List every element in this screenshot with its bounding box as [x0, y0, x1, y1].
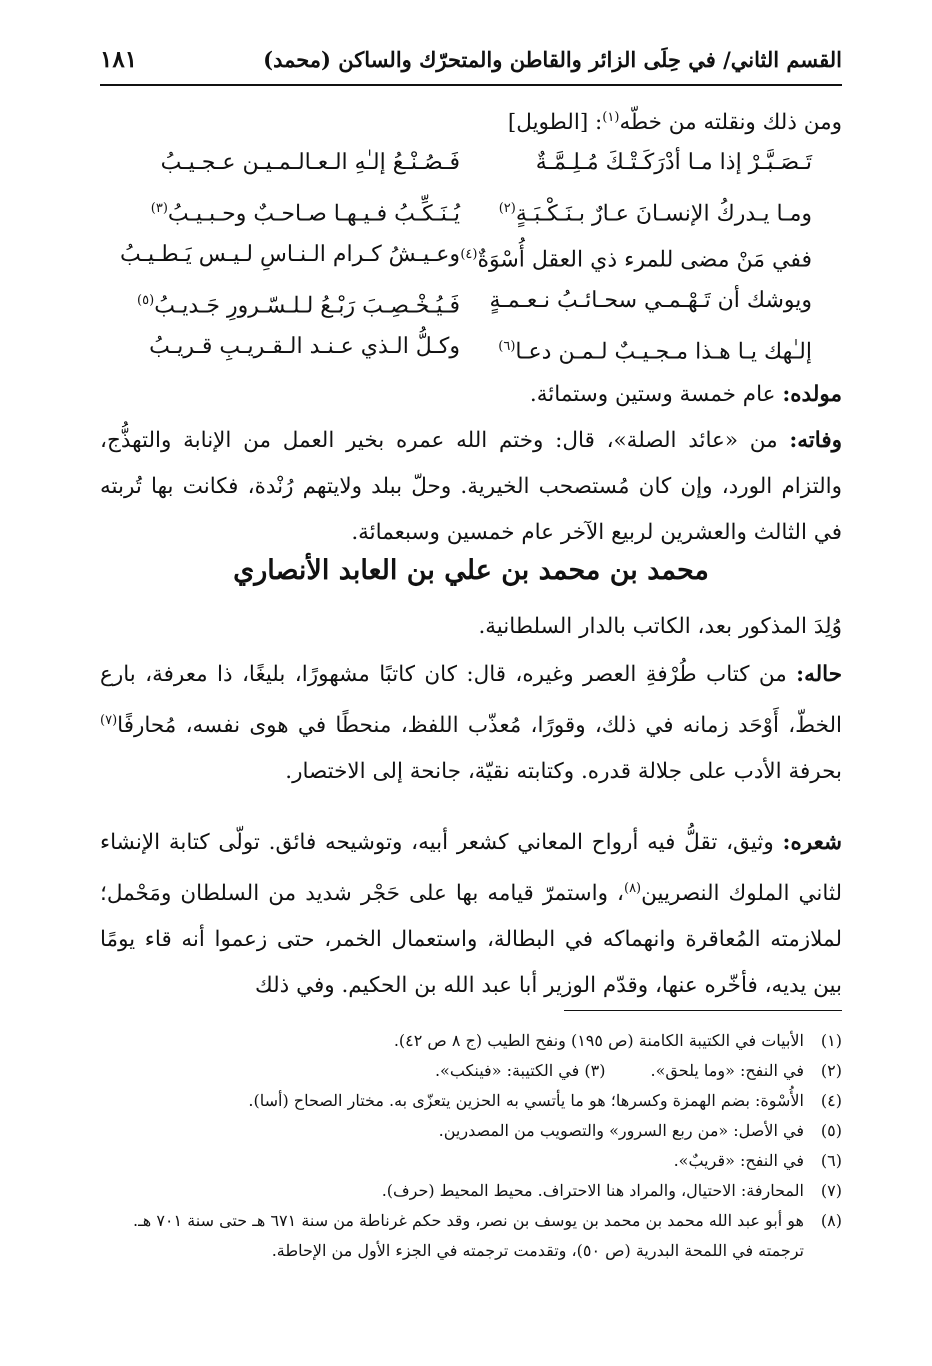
footnote-ref: (٤) — [460, 247, 478, 262]
footnote — [100, 1086, 842, 1116]
footnote-number: (٤) — [820, 1091, 842, 1110]
poetry-text-cont: ، واستمرّ قيامه بها على حَجْر شديد من السلطان ومَحْمل؛ لملازمته المُعاقرة وانهماكه في البطالة، واستعمال الخمر، حتى زعموا أنه قاء يومًا بين يديه، فأخّره عنها، وقدّم الوزير أبا عبد الله بن الحكيم. وفي ذلك — [100, 881, 842, 999]
footnote-inline — [435, 1056, 605, 1086]
footnote-text: الأُسْوة: بضم الهمزة وكسرها؛ هو ما يأتسي به الحزين يتعزّى به. مختار الصحاح (أسا). — [248, 1091, 804, 1110]
born-paragraph: وُلِدَ المذكور بعد، الكاتب بالدار السلطانية. — [478, 614, 842, 639]
poem — [119, 140, 812, 370]
footnote-text: في الأصل: «من ربع السرور» والتصويب من المصدرين. — [438, 1121, 804, 1140]
first-hemistich: ويوشك أن تَـهْـمـي سحـائـبُ نـعـمـةٍ — [489, 288, 812, 313]
footnote — [100, 1056, 842, 1086]
footnote-number: (٥) — [820, 1121, 842, 1140]
poem-intro — [100, 98, 842, 138]
footnote-text: المحارفة: الاحتيال، والمراد هنا الاحتراف. محيط المحيط (حرف). — [381, 1181, 804, 1200]
death-text: من «عائد الصلة»، قال: وختم الله عمره بخير العمل من الإنابة والتهذُّج، والتزام الورد، وإن كان مُستصحب الخيرية. وحلّ ببلد ولايتهم رُنْدة، فكانت بها تُربته في الثالث والعشرين لربيع الآخر عام خمسين وسبعمائة. — [100, 428, 842, 545]
intro-text: ومن ذلك ونقلته من خطّه — [619, 110, 842, 136]
footnote-text: هو أبو عبد الله محمد بن محمد بن يوسف بن نصر، وقد حكم غرناطة من سنة ٦٧١ هـ حتى سنة ٧٠١ هـ. ترجمته في اللمحة البدرية (ص ٥٠)، وتقدمت ترجمته في الجزء الأول من الإحاطة. — [133, 1211, 804, 1260]
footnote-number: (١) — [820, 1031, 842, 1050]
death-label: وفاته: — [789, 428, 842, 453]
footnote — [100, 1116, 842, 1146]
poetry-text: وثيق، تقلُّ فيه أرواح المعاني كشعر أبيه، وتوشيحه فائق. تولّى كتابة الإنشاء لثاني الملوك النصريين — [100, 830, 843, 907]
poem-meter: : [الطويل] — [507, 110, 603, 136]
footnote-ref: (٨) — [623, 881, 642, 896]
birth-paragraph — [100, 372, 842, 418]
footnote-rule — [564, 1010, 842, 1011]
second-hemistich: وكـلُّ الـذي عـنـد الـقـريـبِ قـريـبُ — [149, 334, 460, 359]
birth-label: مولده: — [782, 382, 842, 407]
header-title: القسم الثاني/ في حِلَى الزائر والقاطن والمتحرّك والساكن (محمد) — [263, 47, 842, 72]
footnote-ref: (٣) — [150, 201, 168, 216]
header-rule — [100, 84, 842, 86]
state-text-cont: بحرفة الأدب على جلالة قدره. وكتابته نقيّة، جانحة إلى الاختصار. — [285, 759, 842, 785]
footnote-number: (٢) — [820, 1061, 842, 1080]
first-hemistich: ففي مَنْ مضى للمرء ذي العقل أُسْوَةٌ$^{(٤)}$ — [460, 247, 812, 273]
footnote — [100, 1026, 842, 1056]
footnote-ref: (٢) — [498, 201, 516, 216]
first-hemistich: ومـا يـدركُ الإنسـانَ عـارٌ بـنَـكْـبَـةٍ$^{(٢)}$ — [498, 201, 812, 227]
poetry-label: شعره: — [782, 830, 842, 855]
verse — [130, 186, 812, 232]
first-hemistich: تَـصَـبَّـرْ إذا مـا أدْرَكَـتْـكَ مُـلِـمَّـةٌ — [535, 150, 812, 175]
state-text: من كتاب طُرْفةِ العصر وغيره، قال: كان كاتبًا مشهورًا، بليغًا، ذا معرفة، بارع الخطّ، أَوْحَد زمانه في ذلك، وقورًا، مُعذّب اللفظ، منحطًا في هوى نفسه، مُحارفًا — [100, 662, 842, 739]
footnote-number: (٨) — [820, 1211, 842, 1230]
second-hemistich: فَـصُـنْـعُ إلـٰهِ الـعـالـمـيـن عـجـيـبُ — [160, 150, 460, 175]
page-number: ١٨١ — [100, 46, 138, 73]
second-hemistich: وعـيـشُ كـرام الـنـاسِ لـيـس يَـطـيـبُ — [119, 242, 460, 267]
verse — [130, 324, 812, 370]
footnote-ref: (٧) — [100, 713, 118, 728]
biography-title: محمد بن محمد بن علي بن العابد الأنصاري — [233, 555, 709, 586]
second-hemistich: يُـنَـكِّـبُ فـيـهـا صـاحـبٌ وحـبـيـبُ$^{(٣)}$ — [150, 201, 460, 227]
footnote-ref: (٦) — [498, 339, 516, 354]
verse — [130, 140, 812, 186]
birth-text: عام خمسة وستين وستمائة. — [529, 382, 783, 407]
footnote-number: (٦) — [820, 1151, 842, 1170]
footnote — [100, 1206, 842, 1266]
poetry-paragraph — [100, 820, 842, 1009]
state-paragraph — [100, 652, 842, 795]
footnote — [100, 1146, 842, 1176]
verse — [130, 278, 812, 324]
verse — [119, 232, 812, 278]
footnote-ref: (١) — [602, 110, 620, 125]
footnote-text: الأبيات في الكتيبة الكامنة (ص ١٩٥) ونفح الطيب (ج ٨ ص ٤٢). — [393, 1031, 804, 1050]
footnote-number: (٧) — [820, 1181, 842, 1200]
footnote-number: (٣) — [584, 1061, 606, 1080]
second-hemistich: فَـيُـخْـصِـبَ رَبْـعُ لـلـسّـرورِ جَـديـبُ$^{(٥)}$ — [137, 293, 460, 319]
first-hemistich: إلـٰهك يـا هـذا مـجـيـبٌ لـمـن دعـا$^{(٦)}$ — [498, 339, 812, 365]
death-paragraph — [100, 418, 842, 556]
footnote-ref: (٥) — [137, 293, 155, 308]
footnotes — [100, 1026, 842, 1266]
footnote-text: في الكتيبة: «فينكب». — [434, 1061, 580, 1080]
state-label: حاله: — [796, 662, 842, 687]
footnote-text: في النفح: «قريبٌ». — [673, 1151, 804, 1170]
running-header — [100, 40, 842, 80]
footnote-text: في النفح: «وما يلحق». — [650, 1061, 804, 1080]
footnote — [100, 1176, 842, 1206]
